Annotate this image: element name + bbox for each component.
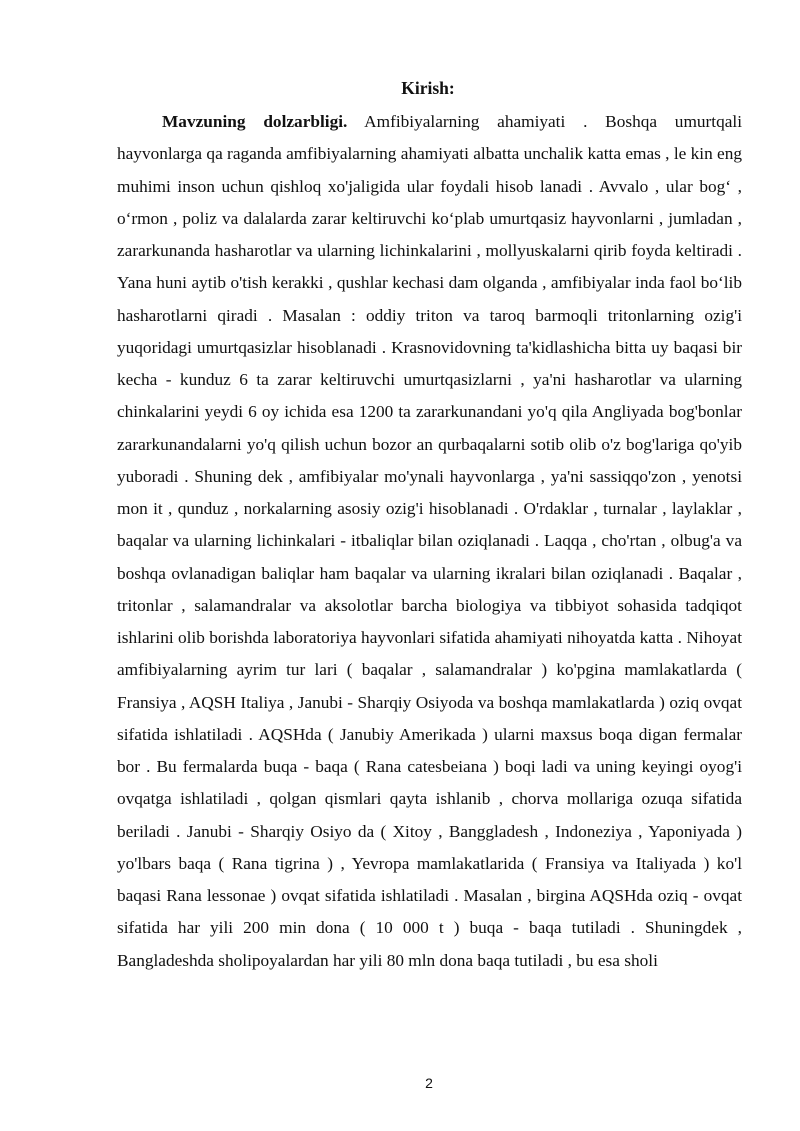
body-paragraph [117,106,742,977]
paragraph-text: Amfibiyalarning ahamiyati . Boshqa umurtqali hayvonlarga qa raganda amfibiyalarning ahamiyati albatta unchalik katta emas , le kin eng muhimi inson uchun qishloq xo'jaligida ular foydali hisob lanadi . Avvalo , ular bog‘ , o‘rmon , poliz va dalalarda zarar keltiruvchi ko‘plab umurtqasiz hayvonlarni , jumladan , zararkunanda hasharotlar va ularning lichinkalarini , mollyuskalarni qirib foyda keltiradi . Yana huni aytib o'tish kerakki , qushlar kechasi dam olganda , amfibiyalar inda faol bo‘lib hasharotlarni qiradi . Masalan : oddiy triton va taroq barmoqli tritonlarning ozig'i yuqoridagi umurtqasizlar hisoblanadi . Krasnovidovning ta'kidlashicha bitta uy baqasi bir kecha - kunduz 6 ta zarar keltiruvchi umurtqasizlarni , ya'ni hasharotlar va ularning chinkalarini yeydi 6 oy ichida esa 1200 ta zararkunandani yo'q qila Angliyada bog'bonlar zararkunandalarni yo'q qilish uchun bozor an qurbaqalarni sotib olib o'z bog'lariga qo'yib yuboradi . Shuning dek , amfibiyalar mo'ynali hayvonlarga , ya'ni sassiqqo'zon , yenotsi mon it , qunduz , norkalarning asosiy ozig'i hisoblanadi . O'rdaklar , turnalar , laylaklar , baqalar va ularning lichinkalari - itbaliqlar bilan oziqlanadi . Laqqa , cho'rtan , olbug'a va boshqa ovlanadigan baliqlar ham baqalar va ularning ikralari bilan oziqlanadi . Baqalar , tritonlar , salamandralar va aksolotlar barcha biologiya va tibbiyot sohasida tadqiqot ishlarini olib borishda laboratoriya hayvonlari sifatida ahamiyati nihoyatda katta . Nihoyat amfibiyalarning ayrim tur lari ( baqalar , salamandralar ) ko'pgina mamlakatlarda ( Fransiya , AQSH Italiya , Janubi - Sharqiy Osiyoda va boshqa mamlakatlarda ) oziq ovqat sifatida ishlatiladi . AQSHda ( Janubiy Amerikada ) ularni maxsus boqa digan fermalar bor . Bu fermalarda buqa - baqa ( Rana catesbeiana ) boqi ladi va uning keyingi oyog'i ovqatga ishlatiladi , qolgan qismlari qayta ishlanib , chorva mollariga ozuqa sifatida beriladi . Janubi - Sharqiy Osiyo da ( Xitoy , Banggladesh , Indoneziya , Yaponiyada ) yo'lbars baqa ( Rana tigrina ) , Yevropa mamlakatlarida ( Fransiya va Italiyada ) ko'l baqasi Rana lessonae ) ovqat sifatida ishlatiladi . Masalan , birgina AQSHda oziq - ovqat sifatida har yili 200 min dona ( 10 000 t ) buqa - baqa tutiladi . Shuningdek , Bangladeshda sholipoyalardan har yili 80 mln dona baqa tutiladi , bu esa sholi [117,112,742,970]
page-number: 2 [425,1075,433,1091]
page-heading: Kirish: [401,78,455,98]
section-lead: Mavzuning dolzarbligi. [162,112,348,131]
